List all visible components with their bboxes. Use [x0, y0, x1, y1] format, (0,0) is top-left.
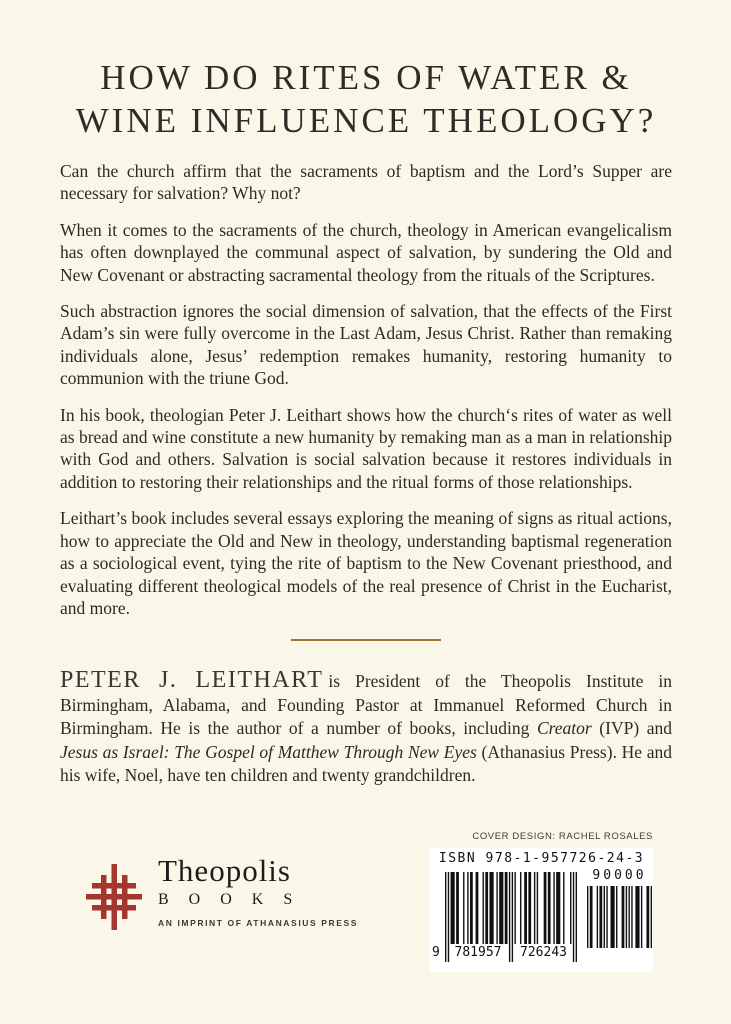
- bio-text: (IVP) and: [591, 718, 672, 739]
- publisher-wordmark: [158, 854, 358, 928]
- publisher-name: Theopolis: [158, 853, 291, 888]
- ean5-supplement: [587, 868, 652, 953]
- bio-text: is President of the Theopolis Institute in Birmingham, Alabama, and Founding Pastor at Immanuel Reformed Church in Birmingham. He is the author of a number of books, including: [60, 671, 672, 739]
- publisher-imprint: B O O K S: [158, 891, 301, 908]
- publisher-tagline: AN IMPRINT OF ATHANASIUS PRESS: [158, 918, 359, 928]
- synopsis-paragraph: Such abstraction ignores the social dimension of salvation, that the effects of the First Adam’s sin were fully overcome in the Last Adam, Jesus Christ. Rather than remaking individuals alone, Jesus’ redemption remakes humanity, restoring humanity to communion with the triune God.: [60, 301, 672, 389]
- barcode-digits-left: 781957: [454, 945, 502, 960]
- barcode-digits-right: 726243: [520, 945, 567, 960]
- book-title-jesus-as-israel: Jesus as Israel: The Gospel of Matthew Through New Eyes: [60, 741, 477, 762]
- synopsis-paragraph: Can the church affirm that the sacraments of baptism and the Lord’s Supper are necessary for salvation? Why not?: [60, 161, 672, 204]
- divider-rule: [291, 639, 441, 641]
- ean13-barcode: [432, 872, 577, 962]
- synopsis-paragraph: Leithart’s book includes several essays exploring the meaning of signs as ritual actions, how to appreciate the Old and New in theology, understanding baptismal regeneration as a sociological event, tying the rite of baptism to the New Covenant priesthood, and evaluating different theological models of the real presence of Christ in the Eucharist, and more.: [60, 508, 672, 618]
- author-name: PETER J. LEITHART: [60, 667, 324, 694]
- isbn-barcode: [430, 848, 653, 972]
- synopsis-paragraph: In his book, theologian Peter J. Leithart shows how the church‘s rites of water as well as bread and wine constitute a new humanity by remaking man as a man in relationship with God and others. Salvation is social salvation because it restores individuals in addition to restoring their relationships and the ritual forms of those relationships.: [60, 404, 672, 492]
- barcode-digit-first: 9: [432, 945, 440, 960]
- ean5-barcode: [587, 886, 652, 948]
- headline: [60, 56, 672, 142]
- headline-line-1: HOW DO RITES OF WATER &: [100, 58, 632, 97]
- publisher-logo: [85, 854, 358, 930]
- cover-design-credit: COVER DESIGN: RACHEL ROSALES: [472, 831, 653, 842]
- supplement-value: 90000: [592, 868, 647, 883]
- headline-line-2: WINE INFLUENCE THEOLOGY?: [75, 101, 657, 140]
- theopolis-cross-icon: [85, 864, 143, 930]
- isbn-label: ISBN 978-1-957726-24-3: [438, 851, 645, 866]
- synopsis-paragraph: When it comes to the sacraments of the church, theology in American evangelicalism has often downplayed the communal aspect of salvation, by sundering the Old and New Covenant or abstracting sacramental theology from the rituals of the Scriptures.: [60, 219, 672, 285]
- author-bio: [60, 669, 672, 788]
- book-title-creator: Creator: [536, 718, 592, 739]
- synopsis: [60, 160, 672, 619]
- bio-text: (Athanasius Press). He and his wife, Noel, have ten children and twenty grandchildren.: [60, 741, 672, 786]
